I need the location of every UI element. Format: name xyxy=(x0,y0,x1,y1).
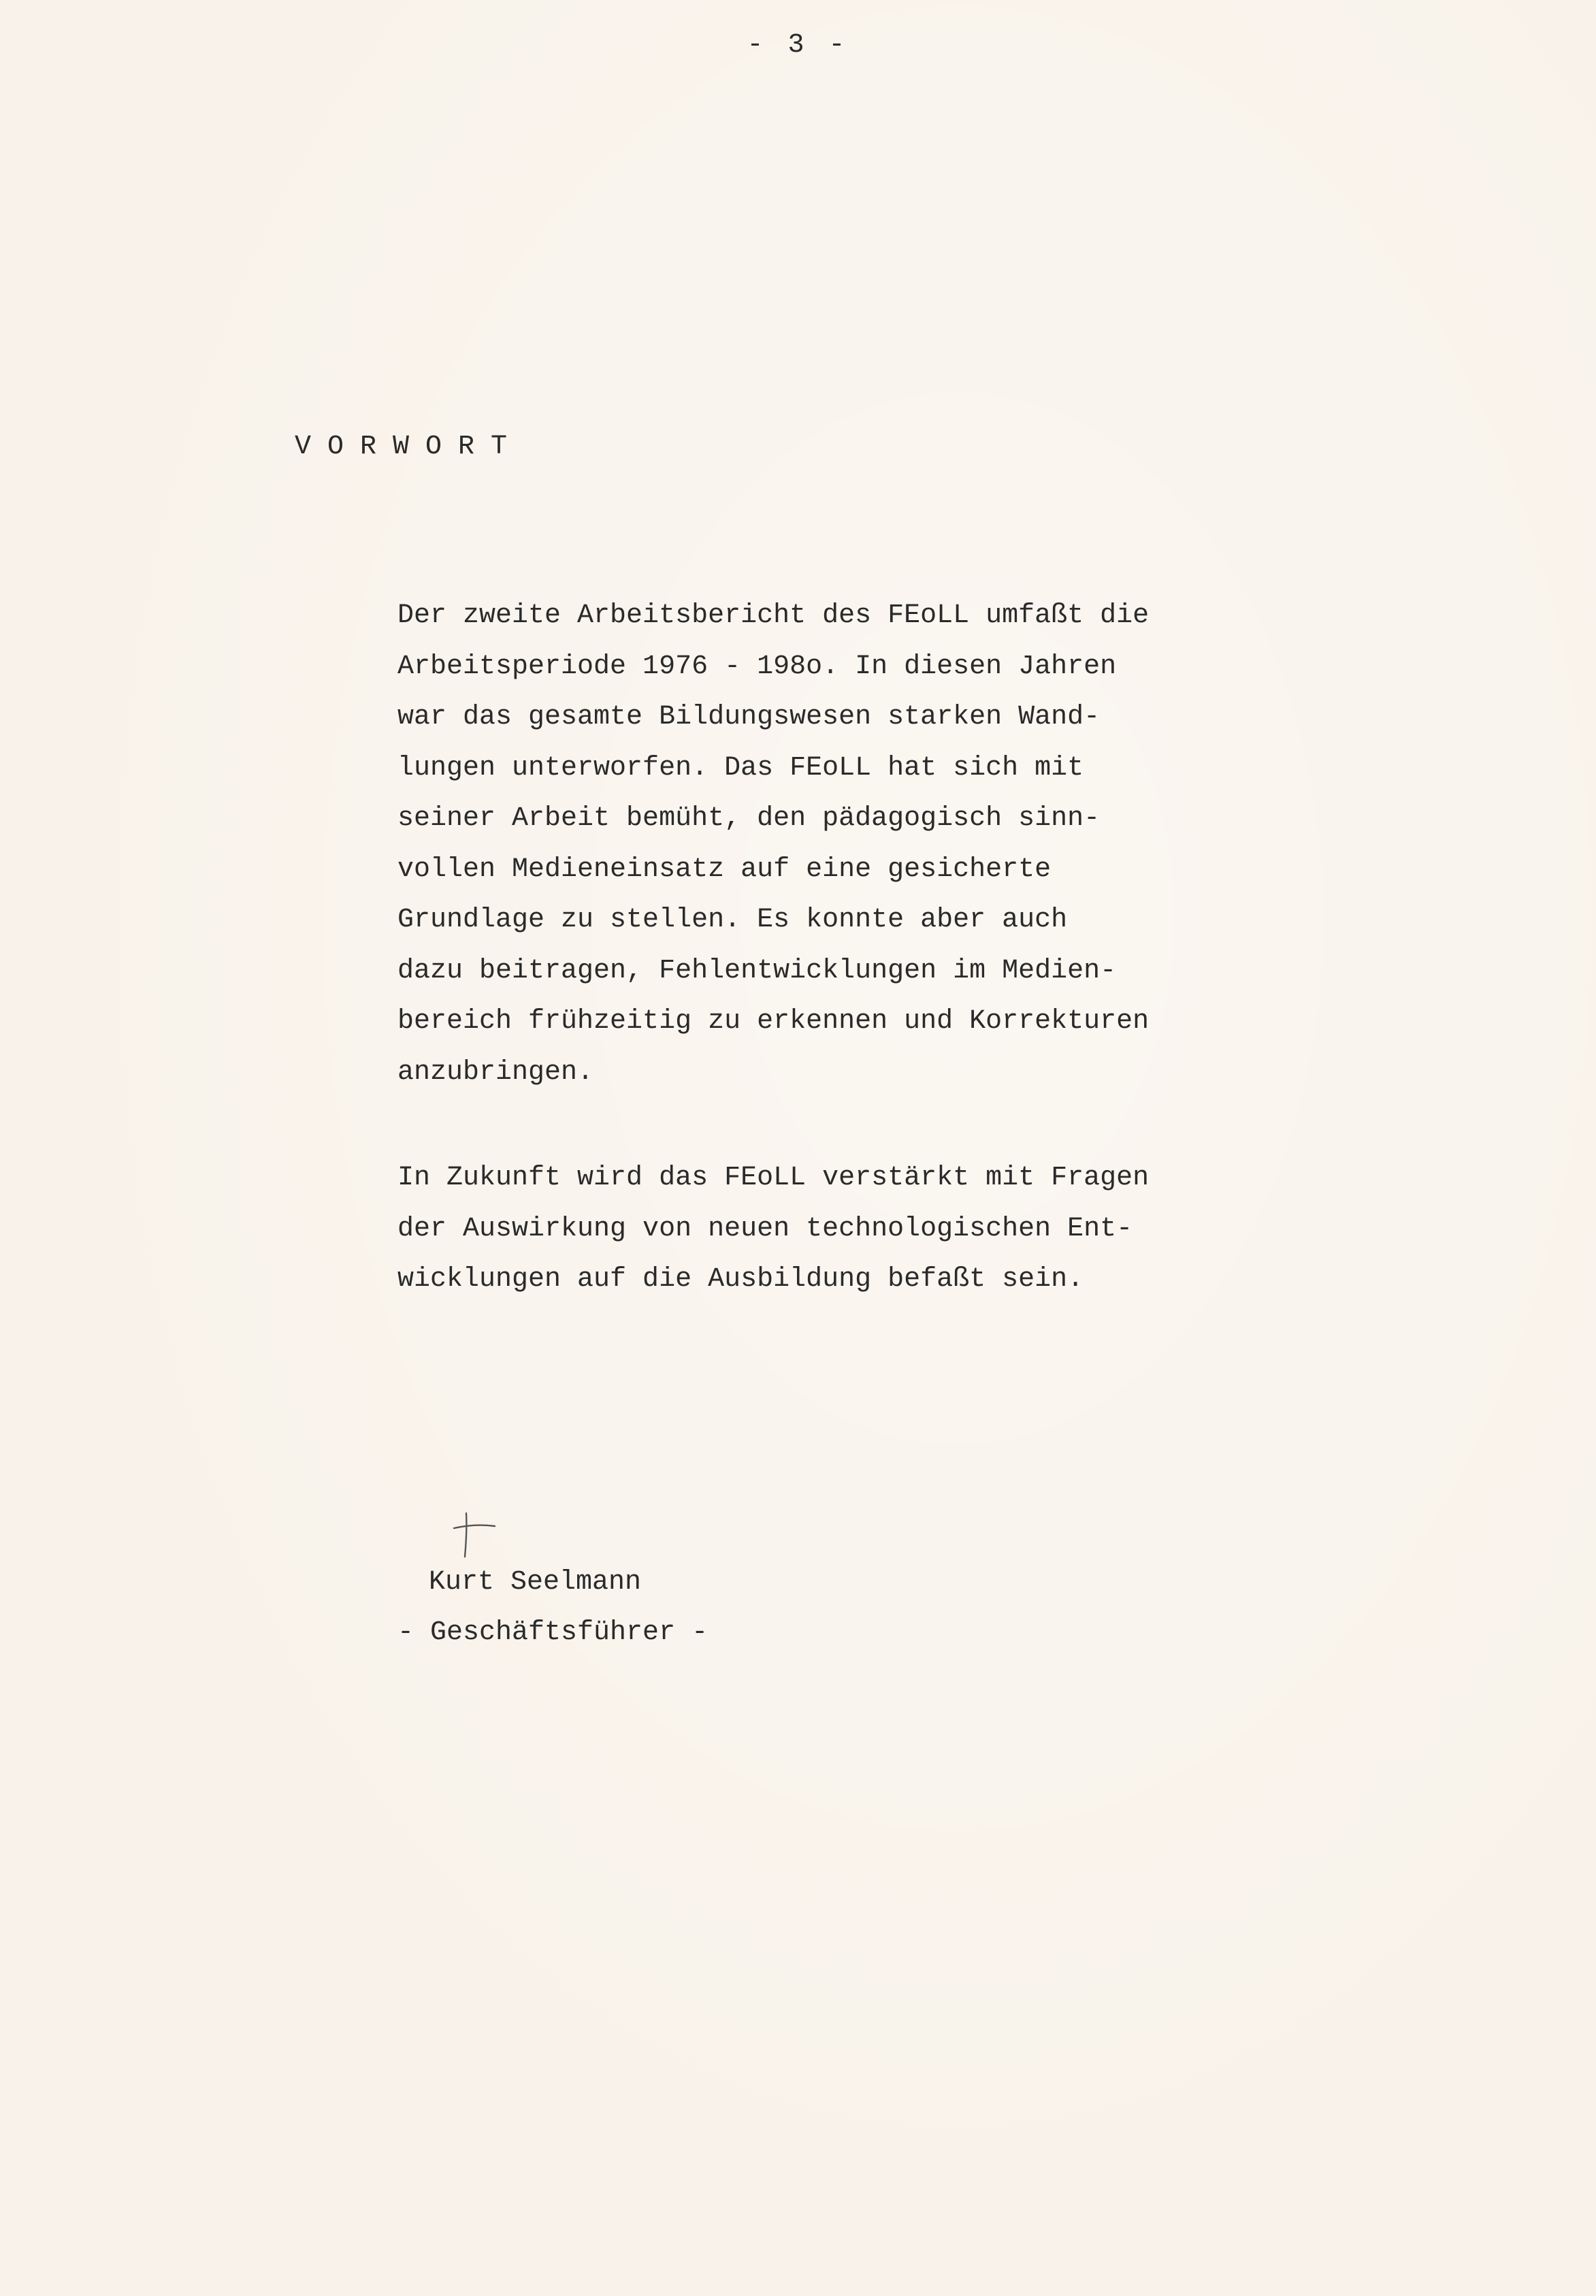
text-line: Grundlage zu stellen. Es konnte aber auch xyxy=(397,905,1068,935)
text-line: Arbeitsperiode 1976 - 198o. In diesen Jahren xyxy=(397,651,1117,682)
text-line: lungen unterworfen. Das FEoLL hat sich mit xyxy=(397,752,1084,783)
text-line: seiner Arbeit bemüht, den pädagogisch sinn- xyxy=(397,803,1101,834)
signature-block xyxy=(397,1557,708,1658)
page-number: - 3 - xyxy=(747,30,849,61)
text-line: vollen Medieneinsatz auf eine gesicherte xyxy=(397,854,1052,885)
text-line: In Zukunft wird das FEoLL verstärkt mit Fragen xyxy=(397,1163,1150,1193)
text-line: Der zweite Arbeitsbericht des FEoLL umfaßt die xyxy=(397,600,1150,631)
text-line: der Auswirkung von neuen technologischen Ent- xyxy=(397,1213,1133,1244)
text-line: anzubringen. xyxy=(397,1056,594,1088)
paragraph-1 xyxy=(397,591,1405,1098)
text-line: war das gesamte Bildungswesen starken Wand- xyxy=(397,702,1101,732)
paragraph-2 xyxy=(397,1153,1405,1306)
text-line: dazu beitragen, Fehlentwicklungen im Medien- xyxy=(397,955,1117,986)
heading-vorwort: VORWORT xyxy=(295,432,524,462)
handwritten-cross-mark xyxy=(446,1508,500,1562)
signatory-role: - Geschäftsführer - xyxy=(397,1617,709,1648)
reverse-side-bleed-through xyxy=(395,204,1402,506)
text-line: bereich frühzeitig zu erkennen und Korrekturen xyxy=(397,1006,1150,1037)
signatory-name: Kurt Seelmann xyxy=(429,1567,642,1598)
text-line: wicklungen auf die Ausbildung befaßt sein. xyxy=(397,1264,1084,1295)
